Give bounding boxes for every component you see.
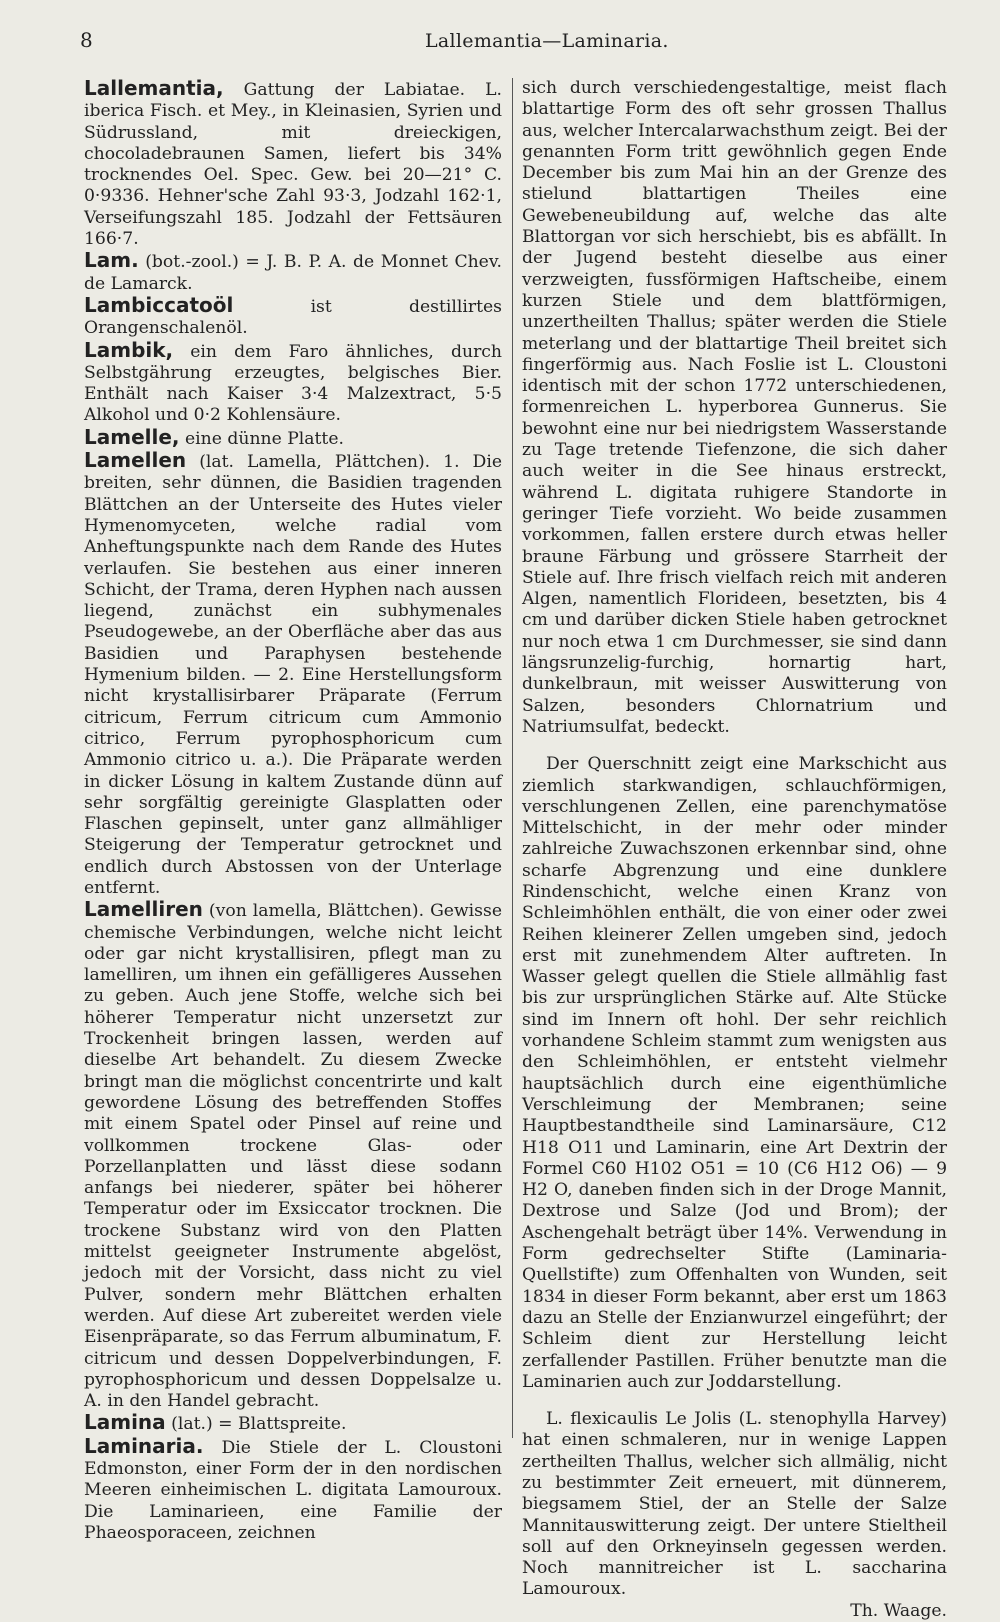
entry-text: ein dem Faro ähnliches, durch Selbstgährung erzeugtes, belgisches Bier. Enthält nach Kaiser 3·4 Malzextract, 5·5 Alkohol und 0·2 Kohlensäure. (84, 341, 502, 426)
headword: Laminaria. (84, 1433, 204, 1458)
paragraph-gap (522, 1393, 947, 1409)
entry-lambik (84, 337, 502, 427)
entry-text: (von lamella, Blättchen). Gewisse chemische Verbindungen, welche nicht leicht oder gar nicht krystallisiren, pflegt man zu lamelliren, um ihnen ein gefälligeres Aussehen zu geben. Auch jene Stoffe, welche sich bei höherer Temperatur nicht unzersetzt zur Trockenheit bringen lassen, werden auf dieselbe Art behandelt. Zu diesem Zwecke bringt man die möglichst concentrirte und kalt gewordene Lösung des betreffenden Stoffes mit einem Spatel oder Pinsel auf reine und vollkommen trockene Glas- oder Porzellanplatten und lässt diese sodann anfangs bei niederer, später bei höherer Temperatur oder im Exsiccator trocknen. Die trockene Substanz wird von den Platten mittelst geeigneter Instrumente abgelöst, jedoch mit der Vorsicht, dass nicht zu viel Pulver, sondern mehr Blättchen erhalten werden. Auf diese Art zubereitet werden viele Eisenpräparate, so das Ferrum albuminatum, F. citricum und dessen Doppelverbindungen, F. pyrophosphoricum und dessen Doppelsalze u. A. in den Handel gebracht. (84, 901, 502, 1412)
entry-lam (84, 250, 502, 295)
entry-lamina (84, 1412, 502, 1435)
entry-text: ist destillirtes Orangenschalenöl. (84, 296, 502, 339)
right-column (522, 78, 947, 1622)
left-column (84, 78, 502, 1544)
headword: Lamina (84, 1410, 166, 1435)
laminaria-continued-paragraph: sich durch verschiedengestaltige, meist flach blattartige Form des oft sehr grossen Thallus aus, welcher Intercalarwachsthum zeigt. Bei der genannten Form tritt gewöhnlich gegen Ende December bis zum Mai hin an der Grenze des stielund blattartigen Theiles eine Gewebeneubildung auf, welche das alte Blattorgan vor sich herschiebt, bis es abfällt. In der Jugend besteht dieselbe aus einer verzweigten, fussförmigen Haftscheibe, einem kurzen Stiele und dem blattförmigen, unzertheilten Thallus; später werden die Stiele meterlang und der blattartige Theil breitet sich fingerförmig aus. Nach Foslie ist L. Cloustoni identisch mit der schon 1772 unterschiedenen, formenreichen L. hyperborea Gunnerus. Sie bewohnt eine nur bei niedrigstem Wasserstande zu Tage tretende Tiefenzone, die sich daher auch weiter in die See hinaus erstreckt, während L. digitata ruhigere Standorte in geringer Tiefe vorzieht. Wo beide zusammen vorkommen, fallen erstere durch etwas heller braune Färbung und grössere Starrheit der Stiele auf. Ihre frisch vielfach reich mit anderen Algen, namentlich Florideen, besetzten, bis 4 cm und darüber dicken Stiele haben getrocknet nur noch etwa 1 cm Durchmesser, sie sind dann längsrunzelig-furchig, hornartig hart, dunkelbraun, mit weisser Auswitterung von Salzen, besonders Chlornatrium und Natriumsulfat, bedeckt. (522, 78, 947, 737)
headword: Lam. (84, 248, 139, 273)
entry-text: (lat.) = Blattspreite. (165, 1414, 347, 1435)
entry-lamelle (84, 424, 502, 450)
entry-text: (bot.-zool.) = J. B. P. A. de Monnet Chev. de Lamarck. (84, 252, 502, 294)
headword: Lambiccatoöl (84, 292, 234, 317)
headword: Lambik, (84, 337, 174, 362)
entry-lamelliren (84, 899, 502, 1412)
entry-text: Gattung der Labiatae. L. iberica Fisch. et Mey., in Kleinasien, Syrien und Südrussland, mit dreieckigen, chocoladebraunen Samen, liefert bis 34% trocknendes Oel. Spec. Gew. bei 20—21° C. 0·9336. Hehner'sche Zahl 93·3, Jodzahl 162·1, Verseifungszahl 185. Jodzahl der Fettsäuren 166·7. (84, 80, 502, 250)
headword: Lamelliren (84, 897, 203, 922)
flexicaulis-paragraph: L. flexicaulis Le Jolis (L. stenophylla Harvey) hat einen schmaleren, nur in wenige Lappen zertheilten Thallus, welcher sich allmälig, nicht zu bestimmter Zeit erneuert, mit dünnerem, biegsamem Stiel, der an Stelle der Salze Mannitauswitterung zeigt. Der untere Stieltheil soll auf den Orkneyinseln gegessen werden. Noch mannitreicher ist L. saccharina Lamouroux. (522, 1409, 947, 1600)
headword: Lamelle, (84, 424, 180, 449)
headword: Lamellen (84, 448, 187, 473)
entry-laminaria (84, 1433, 502, 1544)
column-divider (512, 78, 513, 1438)
running-title: Lallemantia—Laminaria. (425, 30, 669, 52)
entry-text: eine dünne Platte. (179, 428, 344, 449)
page-number: 8 (80, 28, 93, 52)
entry-text: (lat. Lamella, Plättchen). 1. Die breiten, sehr dünnen, die Basidien tragenden Blättchen an der Unterseite des Hutes vieler Hymenomyceten, welche radial vom Anheftungspunkte nach dem Rande des Hutes verlaufen. Sie bestehen aus einer inneren Schicht, der Trama, deren Hyphen nach aussen liegend, zunächst ein subhymenales Pseudogewebe, an der Oberfläche aber das aus Basidien und Paraphysen bestehende Hymenium bilden. — 2. Eine Herstellungsform nicht krystallisirbarer Präparate (Ferrum citricum, Ferrum citricum cum Ammonio citrico, Ferrum pyrophosphoricum cum Ammonio citrico u. a.). Die Präparate werden in dicker Lösung in kaltem Zustande dünn auf sehr sorgfältig gereinigte Glasplatten oder Flaschen gepinselt, unter ganz allmähliger Steigerung der Temperatur getrocknet und endlich durch Abstossen von der Unterlage entfernt. (84, 452, 502, 898)
paragraph-gap (522, 738, 947, 754)
entry-lamellen (84, 450, 502, 899)
headword: Lallemantia, (84, 76, 224, 100)
entry-text: Die Stiele der L. Cloustoni Edmonston, einer Form der in den nordischen Meeren einheimischen L. digitata Lamouroux. Die Laminarieen, eine Familie der Phaeosporaceen, zeichnen (84, 1437, 502, 1543)
entry-lambiccatoel (84, 292, 502, 340)
cross-section-paragraph: Der Querschnitt zeigt eine Markschicht aus ziemlich starkwandigen, schlauchförmigen, verschlungenen Zellen, eine parenchymatöse Mittelschicht, in der mehr oder minder zahlreiche Zuwachszonen erkennbar sind, ohne scharfe Abgrenzung und eine dunklere Rindenschicht, welche einen Kranz von Schleimhöhlen enthält, die von einer oder zwei Reihen kleinerer Zellen umgeben sind, jedoch erst mit zunehmendem Alter auftreten. In Wasser gelegt quellen die Stiele allmählig fast bis zur ursprünglichen Stärke auf. Alte Stücke sind im Innern oft hohl. Der sehr reichlich vorhandene Schleim stammt zum wenigsten aus den Schleimhöhlen, er entsteht vielmehr hauptsächlich durch eine eigenthümliche Verschleimung der Membranen; seine Hauptbestandtheile sind Laminarsäure, C12 H18 O11 und Laminarin, eine Art Dextrin der Formel C60 H102 O51 = 10 (C6 H12 O6) — 9 H2 O, daneben finden sich in der Droge Mannit, Dextrose und Salze (Jod und Brom); der Aschengehalt beträgt über 14%. Verwendung in Form gedrechselter Stifte (Laminaria-Quellstifte) zum Offenhalten von Wunden, seit 1834 in dieser Form bekannt, aber erst um 1863 dazu an Stelle der Enzianwurzel eingeführt; der Schleim dient zur Herstellung leicht zerfallender Pastillen. Früher benutzte man die Laminarien auch zur Joddarstellung. (522, 754, 947, 1392)
entry-lallemantia (84, 78, 502, 250)
author-signature: Th. Waage. (850, 1600, 947, 1621)
